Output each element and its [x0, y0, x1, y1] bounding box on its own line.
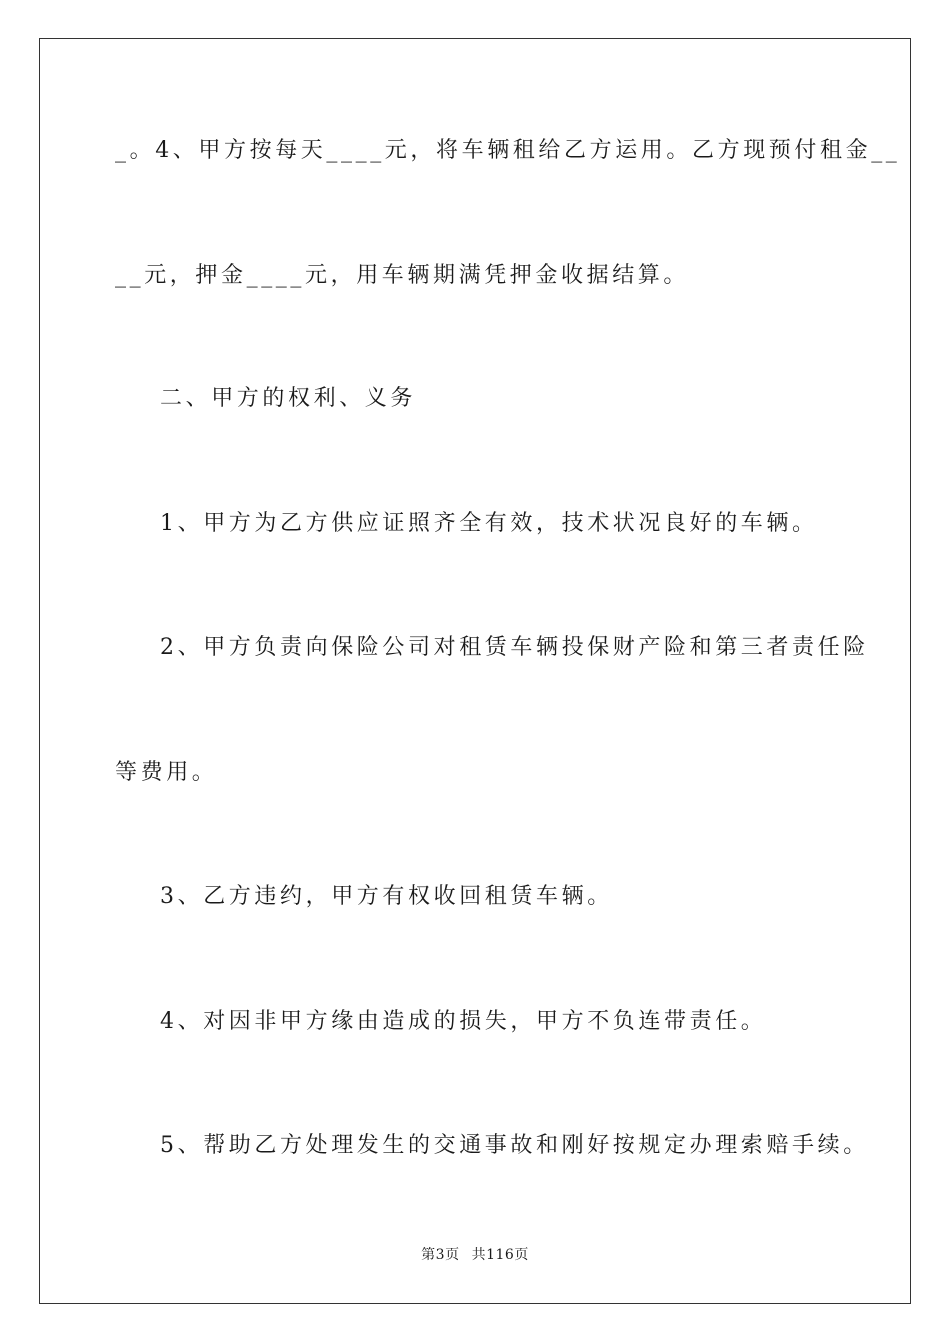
paragraph-line-2: __元，押金____元，用车辆期满凭押金收据结算。	[115, 263, 690, 288]
list-item-3: 3、乙方违约，甲方有权收回租赁车辆。	[160, 884, 613, 909]
total-pages-label: 共116页	[471, 1247, 529, 1263]
list-item-2-continued: 等费用。	[115, 760, 218, 785]
page-footer	[0, 1246, 950, 1264]
list-item-5: 5、帮助乙方处理发生的交通事故和刚好按规定办理索赔手续。	[160, 1133, 869, 1158]
current-page-label: 第3页	[421, 1247, 460, 1263]
page-border	[39, 38, 911, 1304]
list-item-1: 1、甲方为乙方供应证照齐全有效，技术状况良好的车辆。	[160, 511, 818, 536]
section-heading: 二、甲方的权利、义务	[160, 386, 417, 411]
paragraph-line-1: _。4、甲方按每天____元，将车辆租给乙方运用。乙方现预付租金__	[115, 138, 901, 163]
list-item-4: 4、对因非甲方缘由造成的损失，甲方不负连带责任。	[160, 1009, 767, 1034]
list-item-2: 2、甲方负责向保险公司对租赁车辆投保财产险和第三者责任险	[160, 635, 869, 660]
